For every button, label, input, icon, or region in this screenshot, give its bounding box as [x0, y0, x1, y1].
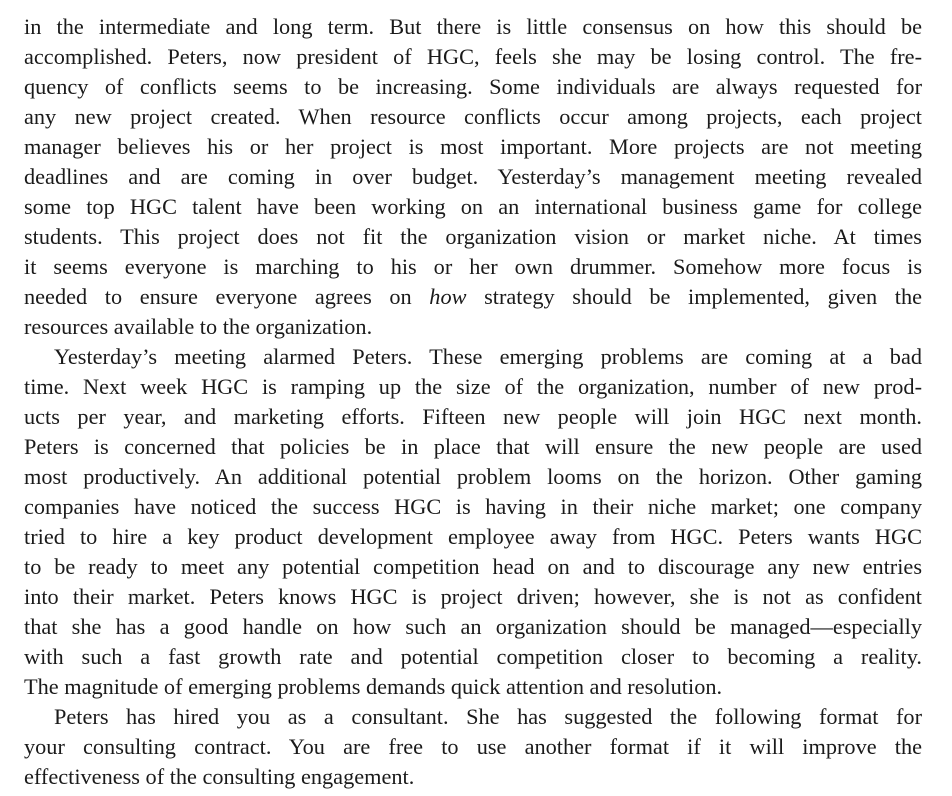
text-line: companies have noticed the success HGC is having in their niche market; one company: [24, 494, 922, 519]
text-line: any new project created. When resource conflicts occur among projects, each project: [24, 104, 922, 129]
text-line: to be ready to meet any potential competition head on and to discourage any new entries: [24, 554, 922, 579]
text-line: deadlines and are coming in over budget. Yesterday’s management meeting revealed: [24, 164, 922, 189]
text-line: your consulting contract. You are free to use another format if it will improve the: [24, 734, 922, 759]
text-line: with such a fast growth rate and potential competition closer to becoming a reality.: [24, 644, 922, 669]
paragraph-3: [24, 702, 922, 792]
text-line: Peters is concerned that policies be in place that will ensure the new people are used: [24, 434, 922, 459]
text-line: students. This project does not fit the organization vision or market niche. At times: [24, 224, 922, 249]
text-line: in the intermediate and long term. But there is little consensus on how this should be: [24, 14, 922, 39]
text-line: ucts per year, and marketing efforts. Fifteen new people will join HGC next month.: [24, 404, 922, 429]
emphasis-word: how: [429, 284, 467, 309]
text-line: some top HGC talent have been working on an international business game for college: [24, 194, 922, 219]
paragraph-1: [24, 12, 922, 342]
text-line: The magnitude of emerging problems demands quick attention and resolution.: [24, 674, 723, 699]
text-line: most productively. An additional potential problem looms on the horizon. Other gaming: [24, 464, 922, 489]
text-line: it seems everyone is marching to his or her own drummer. Somehow more focus is: [24, 254, 922, 279]
text-line: Peters has hired you as a consultant. She has suggested the following format for: [54, 704, 922, 729]
text-line: that she has a good handle on how such an organization should be managed—especially: [24, 614, 922, 639]
paragraph-2: [24, 342, 922, 702]
text-line: quency of conflicts seems to be increasing. Some individuals are always requested for: [24, 74, 922, 99]
text-line: manager believes his or her project is most important. More projects are not meeting: [24, 134, 922, 159]
text-line: time. Next week HGC is ramping up the size of the organization, number of new prod-: [24, 374, 922, 399]
text-segment: strategy should be implemented, given the: [466, 284, 922, 309]
text-line: [24, 282, 922, 312]
text-segment: needed to ensure everyone agrees on: [24, 284, 430, 309]
text-line: Yesterday’s meeting alarmed Peters. These emerging problems are coming at a bad: [54, 344, 922, 369]
text-line: effectiveness of the consulting engagement.: [24, 764, 415, 789]
text-line: tried to hire a key product development employee away from HGC. Peters wants HGC: [24, 524, 922, 549]
text-line: accomplished. Peters, now president of HGC, feels she may be losing control. The fre-: [24, 44, 922, 69]
text-line: into their market. Peters knows HGC is project driven; however, she is not as confident: [24, 584, 922, 609]
text-line: resources available to the organization.: [24, 314, 373, 339]
